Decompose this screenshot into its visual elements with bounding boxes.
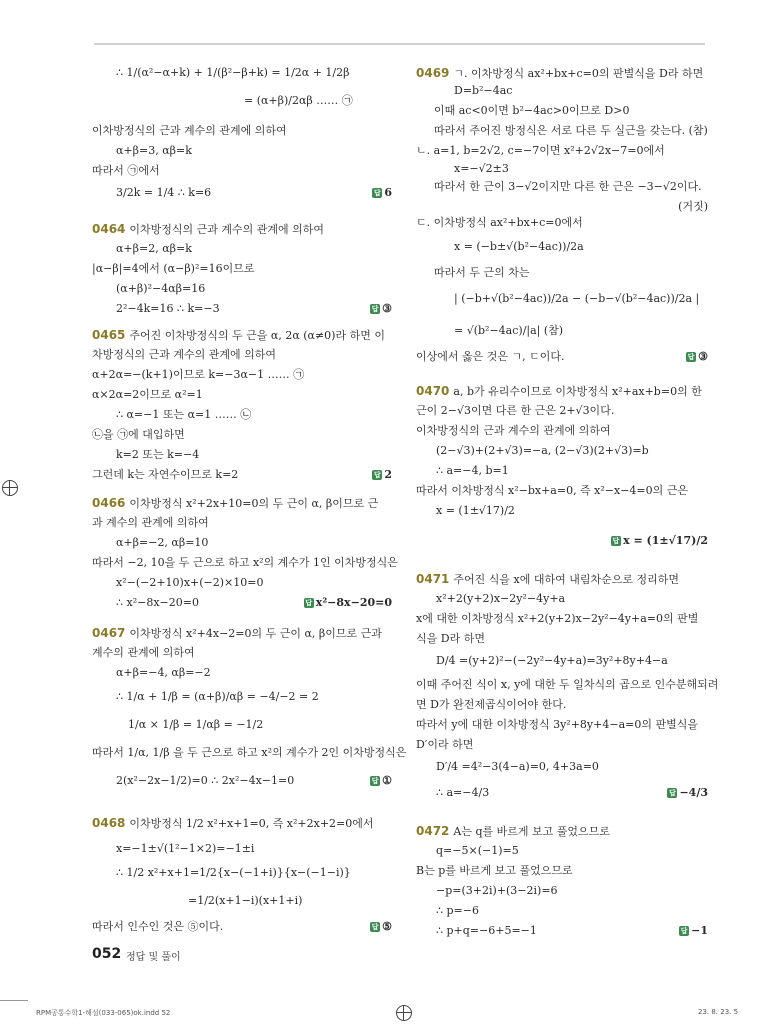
eq-line: α+β=−4, αβ=−2 bbox=[116, 666, 211, 679]
text-line: 과 계수의 관계에 의하여 bbox=[92, 516, 209, 529]
eq-line: x²+2(y+2)x−2y²−4y+a bbox=[436, 592, 566, 605]
eq-line: ∴ p+q=−6+5=−1 bbox=[436, 924, 537, 937]
text-line: 식을 D라 하면 bbox=[416, 632, 485, 645]
eq-line: ∴ 1/(α²−α+k) + 1/(β²−β+k) = 1/2α + 1/2β bbox=[116, 66, 350, 79]
problem-number: 0464 bbox=[92, 222, 126, 236]
text-line: ㉡을 ㉠에 대입하면 bbox=[92, 428, 185, 441]
problem-0470: 0470 a, b가 유리수이므로 이차방정식 x²+ax+b=0의 한 bbox=[416, 384, 702, 398]
eq-line: 1/α × 1/β = 1/αβ = −1/2 bbox=[128, 718, 264, 731]
eq-line: ∴ x²−8x−20=0 bbox=[116, 596, 199, 609]
problem-number: 0469 bbox=[416, 66, 450, 80]
answer-0463: 답 6 bbox=[373, 186, 392, 199]
eq-line: ∴ a=−4, b=1 bbox=[436, 464, 509, 477]
answer-badge-icon: 답 bbox=[687, 353, 695, 361]
text-line: B는 p를 바르게 보고 풀었으므로 bbox=[416, 864, 573, 877]
problem-number: 0466 bbox=[92, 496, 126, 510]
text-line: 계수의 관계에 의하여 bbox=[92, 646, 195, 659]
top-rule bbox=[94, 43, 705, 45]
problem-0466: 0466 이차방정식 x²+2x+10=0의 두 근이 α, β이므로 근 bbox=[92, 496, 379, 510]
crop-line bbox=[0, 1000, 28, 1001]
problem-0467: 0467 이차방정식 x²+4x−2=0의 두 근이 α, β이므로 근과 bbox=[92, 626, 382, 640]
eq-line: x = (1±√17)/2 bbox=[436, 504, 515, 517]
text-line: 이때 주어진 식이 x, y에 대한 두 일차식의 곱으로 인수분해되려 bbox=[416, 678, 719, 691]
text-line: 차방정식의 근과 계수의 관계에 의하여 bbox=[92, 348, 277, 361]
answer-0464: 답 ③ bbox=[371, 302, 392, 315]
problem-number: 0465 bbox=[92, 328, 126, 342]
problem-0468: 0468 이차방정식 1/2 x²+x+1=0, 즉 x²+2x+2=0에서 bbox=[92, 816, 374, 830]
text-line: ㄴ. a=1, b=2√2, c=−7이면 x²+2√2x−7=0에서 bbox=[416, 144, 665, 157]
page-number: 052 bbox=[92, 946, 122, 962]
eq-line: q=−5×(−1)=5 bbox=[436, 844, 519, 857]
answer-badge-icon: 답 bbox=[680, 927, 688, 935]
answer-0472: 답 −1 bbox=[680, 924, 708, 937]
text-line: 그런데 k는 자연수이므로 k=2 bbox=[92, 468, 239, 481]
text-line: 따라서 y에 대한 이차방정식 3y²+8y+4−a=0의 판별식을 bbox=[416, 718, 698, 731]
text-line: 면 D가 완전제곱식이어야 한다. bbox=[416, 698, 567, 711]
text-line: |α−β|=4에서 (α−β)²=16이므로 bbox=[92, 262, 255, 275]
problem-0469: 0469 ㄱ. 이차방정식 ax²+bx+c=0의 판별식을 D라 하면 bbox=[416, 66, 704, 80]
problem-number: 0470 bbox=[416, 384, 450, 398]
text-line: 이차방정식의 근과 계수의 관계에 의하여 bbox=[416, 424, 611, 437]
text-line: 이때 ac<0이면 b²−4ac>0이므로 D>0 bbox=[434, 104, 630, 117]
eq-line: D′/4 =4²−3(4−a)=0, 4+3a=0 bbox=[436, 760, 599, 773]
eq-line: x = (−b±√(b²−4ac))/2a bbox=[454, 240, 584, 253]
problem-number: 0467 bbox=[92, 626, 126, 640]
problem-0472: 0472 A는 q를 바르게 보고 풀었으므로 bbox=[416, 824, 610, 838]
registration-mark-icon bbox=[396, 1005, 412, 1021]
eq-line: ∴ a=−4/3 bbox=[436, 786, 490, 799]
text-line: 이상에서 옳은 것은 ㄱ, ㄷ이다. bbox=[416, 350, 565, 363]
registration-mark-icon bbox=[2, 480, 18, 496]
answer-badge-icon: 답 bbox=[371, 777, 379, 785]
answer-0466: 답 x²−8x−20=0 bbox=[305, 596, 392, 609]
eq-line: ∴ α=−1 또는 α=1 …… ㉡ bbox=[116, 408, 252, 421]
eq-line: x²−(−2+10)x+(−2)×10=0 bbox=[116, 576, 264, 589]
eq-line: α+2α=−(k+1)이므로 k=−3α−1 …… ㉠ bbox=[92, 368, 305, 381]
text-line: 따라서 이차방정식 x²−bx+a=0, 즉 x²−x−4=0의 근은 bbox=[416, 484, 689, 497]
text-line: 따라서 두 근의 차는 bbox=[434, 266, 530, 279]
problem-number: 0471 bbox=[416, 572, 450, 586]
text-line: 따라서 ㉠에서 bbox=[92, 164, 160, 177]
answer-badge-icon: 답 bbox=[371, 305, 379, 313]
text-line: 따라서 한 근이 3−√2이지만 다른 한 근은 −3−√2이다. bbox=[434, 180, 702, 193]
problem-number: 0472 bbox=[416, 824, 450, 838]
eq-line: ∴ 1/2 x²+x+1=1/2{x−(−1+i)}{x−(−1−i)} bbox=[116, 866, 351, 879]
answer-0469: 답 ③ bbox=[687, 350, 708, 363]
problem-0465: 0465 주어진 이차방정식의 두 근을 α, 2α (α≠0)라 하면 이 bbox=[92, 328, 385, 342]
eq-line: x=−1±√(1²−1×2)=−1±i bbox=[116, 842, 255, 855]
verdict-false: (거짓) bbox=[678, 200, 708, 213]
eq-line: (2−√3)+(2+√3)=−a, (2−√3)(2+√3)=b bbox=[436, 444, 649, 457]
eq-line: α+β=−2, αβ=10 bbox=[116, 536, 209, 549]
problem-0471: 0471 주어진 식을 x에 대하여 내림차순으로 정리하면 bbox=[416, 572, 679, 586]
text-line: x에 대한 이차방정식 x²+2(y+2)x−2y²−4y+a=0의 판별 bbox=[416, 612, 699, 625]
text-line: 따라서 주어진 방정식은 서로 다른 두 실근을 갖는다. (참) bbox=[434, 124, 708, 137]
answer-badge-icon: 답 bbox=[371, 923, 379, 931]
answer-badge-icon: 답 bbox=[612, 537, 620, 545]
answer-0471: 답 −4/3 bbox=[669, 786, 708, 799]
eq-line: =1/2(x+1−i)(x+1+i) bbox=[188, 894, 303, 907]
eq-line: ∴ 1/α + 1/β = (α+β)/αβ = −4/−2 = 2 bbox=[116, 690, 319, 703]
problem-0464: 0464 이차방정식의 근과 계수의 관계에 의하여 bbox=[92, 222, 325, 236]
text-line: 따라서 −2, 10을 두 근으로 하고 x²의 계수가 1인 이차방정식은 bbox=[92, 556, 398, 569]
text-line: ㄷ. 이차방정식 ax²+bx+c=0에서 bbox=[416, 216, 583, 229]
eq-line: x=−√2±3 bbox=[454, 162, 509, 175]
eq-line: 2(x²−2x−1/2)=0 ∴ 2x²−4x−1=0 bbox=[116, 774, 295, 787]
section-label: 정답 및 풀이 bbox=[126, 952, 181, 963]
answer-0468: 답 ⑤ bbox=[371, 920, 392, 933]
text-line: 근이 2−√3이면 다른 한 근은 2+√3이다. bbox=[416, 404, 615, 417]
eq-line: k=2 또는 k=−4 bbox=[116, 448, 200, 461]
eq-line: (α+β)²−4αβ=16 bbox=[116, 282, 206, 295]
slug-date: 23. 8. 23. 5 bbox=[698, 1008, 739, 1016]
eq-line: α×2α=2이므로 α²=1 bbox=[92, 388, 203, 401]
answer-0470: 답 x = (1±√17)/2 bbox=[612, 534, 708, 547]
slug-file: RPM공통수학1-해설(033-065)ok.indd 52 bbox=[36, 1009, 171, 1017]
eq-line: D/4 =(y+2)²−(−2y²−4y+a)=3y²+8y+4−a bbox=[436, 654, 668, 667]
answer-badge-icon: 답 bbox=[305, 599, 313, 607]
eq-line: = (α+β)/2αβ …… ㉠ bbox=[244, 94, 353, 107]
answer-badge-icon: 답 bbox=[373, 189, 381, 197]
eq-line: = √(b²−4ac)/|a| (참) bbox=[454, 324, 564, 337]
answer-badge-icon: 답 bbox=[669, 789, 676, 797]
eq-line: 2²−4k=16 ∴ k=−3 bbox=[116, 302, 220, 315]
problem-number: 0468 bbox=[92, 816, 126, 830]
answer-badge-icon: 답 bbox=[373, 471, 381, 479]
eq-line: −p=(3+2i)+(3−2i)=6 bbox=[436, 884, 558, 897]
eq-line: 3/2k = 1/4 ∴ k=6 bbox=[116, 186, 212, 199]
eq-line: ∴ p=−6 bbox=[436, 904, 479, 917]
eq-line: | (−b+√(b²−4ac))/2a − (−b−√(b²−4ac))/2a | bbox=[454, 292, 700, 305]
text-line: 따라서 인수인 것은 ⑤이다. bbox=[92, 920, 224, 933]
eq-line: α+β=2, αβ=k bbox=[116, 242, 192, 255]
text-line: 따라서 1/α, 1/β 을 두 근으로 하고 x²의 계수가 2인 이차방정식은 bbox=[92, 746, 407, 759]
text-line: 이차방정식의 근과 계수의 관계에 의하여 bbox=[92, 124, 287, 137]
text-line: D′이라 하면 bbox=[416, 738, 474, 751]
answer-0467: 답 ① bbox=[371, 774, 392, 787]
answer-0465: 답 2 bbox=[373, 468, 392, 481]
eq-line: D=b²−4ac bbox=[454, 84, 513, 97]
eq-line: α+β=3, αβ=k bbox=[116, 144, 192, 157]
